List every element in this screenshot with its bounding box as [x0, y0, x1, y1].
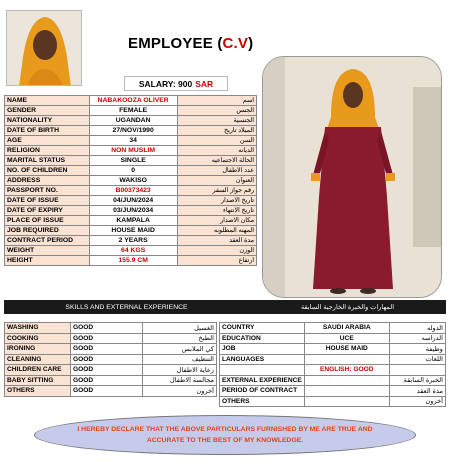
detail-label-arabic: الجنس [177, 106, 256, 116]
detail-label: MARITAL STATUS [5, 156, 90, 166]
experience-label [220, 365, 305, 376]
detail-label: HEIGHT [5, 256, 90, 266]
salary-box [124, 76, 228, 91]
experience-value: HOUSE MAID [304, 344, 389, 355]
experience-value [304, 354, 389, 365]
detail-label: JOB REQUIRED [5, 226, 90, 236]
personal-details-table [4, 95, 257, 266]
experience-label-arabic: الخبرة السابقة [389, 375, 445, 386]
skill-label: BABY SITTING [5, 375, 71, 386]
detail-label: DATE OF BIRTH [5, 126, 90, 136]
detail-label: CONTRACT PERIOD [5, 236, 90, 246]
table-row [220, 386, 446, 397]
detail-label-arabic: اسم [177, 96, 256, 106]
table-row [5, 246, 257, 256]
table-row [5, 196, 257, 206]
table-row [220, 344, 446, 355]
passport-photo-image [7, 11, 82, 86]
skill-label-arabic: التنظيف [143, 354, 217, 365]
table-row [5, 176, 257, 186]
page-title: EMPLOYEE (C.V) [128, 35, 254, 52]
detail-value: NON MUSLIM [89, 146, 177, 156]
full-length-photo-image [263, 57, 442, 298]
table-row [5, 216, 257, 226]
skill-label: WASHING [5, 323, 71, 334]
detail-label-arabic: عدد الاطفال [177, 166, 256, 176]
table-row [5, 126, 257, 136]
experience-label: PERIOD OF CONTRACT [220, 386, 305, 397]
table-row [5, 386, 217, 397]
detail-label-arabic: العنوان [177, 176, 256, 186]
detail-value: 0 [89, 166, 177, 176]
table-row [5, 365, 217, 376]
detail-value: 34 [89, 136, 177, 146]
detail-value: WAKISO [89, 176, 177, 186]
detail-label-arabic: الوزن [177, 246, 256, 256]
experience-label-arabic: وظيفة [389, 344, 445, 355]
detail-label: RELIGION [5, 146, 90, 156]
salary-label: SALARY: 900 [138, 78, 193, 89]
experience-label-arabic: مدة العقد [389, 386, 445, 397]
detail-label: NAME [5, 96, 90, 106]
detail-label-arabic: تاريخ الانتهاء [177, 206, 256, 216]
table-row [5, 375, 217, 386]
table-row [220, 375, 446, 386]
experience-label: COUNTRY [220, 323, 305, 334]
skill-level: GOOD [71, 344, 143, 355]
full-length-photo [262, 56, 442, 298]
detail-label-arabic: مدة العقد [177, 236, 256, 246]
experience-label-arabic: أخرون [389, 396, 445, 407]
detail-label-arabic: الميلاد تاريخ [177, 126, 256, 136]
detail-label-arabic: الجنسية [177, 116, 256, 126]
experience-value: UCE [304, 333, 389, 344]
detail-value: KAMPALA [89, 216, 177, 226]
detail-label: DATE OF EXPIRY [5, 206, 90, 216]
skill-level: GOOD [71, 354, 143, 365]
skill-label-arabic: رعاية الاطفال [143, 365, 217, 376]
skills-table [4, 322, 217, 397]
detail-value: SINGLE [89, 156, 177, 166]
declaration-oval [34, 415, 416, 455]
experience-label-arabic: اللغات [389, 354, 445, 365]
salary-currency: SAR [195, 78, 214, 89]
experience-value: ENGLISH: GOOD [304, 365, 389, 376]
table-row [5, 96, 257, 106]
skills-section-bar [4, 300, 446, 314]
experience-label: EDUCATION [220, 333, 305, 344]
detail-label: AGE [5, 136, 90, 146]
detail-label-arabic: تاريخ الاصدار [177, 196, 256, 206]
detail-value: 03/JUN/2034 [89, 206, 177, 216]
detail-label: DATE OF ISSUE [5, 196, 90, 206]
experience-label-arabic: الدراسه [389, 333, 445, 344]
table-row [5, 206, 257, 216]
table-row [5, 354, 217, 365]
skills-section-title: SKILLS AND EXTERNAL EXPERIENCE [65, 303, 188, 311]
experience-label-arabic: الدوله [389, 323, 445, 334]
experience-table [219, 322, 446, 407]
detail-label-arabic: الديانه [177, 146, 256, 156]
detail-label-arabic: السن [177, 136, 256, 146]
detail-value: 64 KGS [89, 246, 177, 256]
skill-level: GOOD [71, 323, 143, 334]
table-row [220, 354, 446, 365]
detail-label: GENDER [5, 106, 90, 116]
detail-label: PLACE OF ISSUE [5, 216, 90, 226]
skill-label-arabic: أخرون [143, 386, 217, 397]
detail-value: HOUSE MAID [89, 226, 177, 236]
detail-value: NABAKOOZA OLIVER [89, 96, 177, 106]
detail-value: 27/NOV/1990 [89, 126, 177, 136]
skill-level: GOOD [71, 365, 143, 376]
detail-label-arabic: مكان الاصدار [177, 216, 256, 226]
skill-level: GOOD [71, 333, 143, 344]
skill-label: CHILDREN CARE [5, 365, 71, 376]
table-row [5, 256, 257, 266]
table-row [5, 333, 217, 344]
table-row [5, 236, 257, 246]
table-row [5, 186, 257, 196]
skill-level: GOOD [71, 386, 143, 397]
table-row [5, 116, 257, 126]
skill-label: OTHERS [5, 386, 71, 397]
detail-label-arabic: ارتفاع [177, 256, 256, 266]
experience-label: OTHERS [220, 396, 305, 407]
experience-label: LANGUAGES [220, 354, 305, 365]
skill-label-arabic: الطبخ [143, 333, 217, 344]
passport-photo [6, 10, 82, 86]
detail-value: FEMALE [89, 106, 177, 116]
table-row [5, 136, 257, 146]
detail-value: B00373423 [89, 186, 177, 196]
detail-value: 04/JUN/2024 [89, 196, 177, 206]
detail-label: ADDRESS [5, 176, 90, 186]
detail-label-arabic: الحالة الاجتماعيه [177, 156, 256, 166]
experience-value: SAUDI ARABIA [304, 323, 389, 334]
table-row [5, 323, 217, 334]
detail-value: UGANDAN [89, 116, 177, 126]
table-row [5, 106, 257, 116]
detail-label: NO. OF CHILDREN [5, 166, 90, 176]
experience-label: JOB [220, 344, 305, 355]
declaration-text: I HEREBY DECLARE THAT THE ABOVE PARTICULARS FURNISHED BY ME ARE TRUE AND ACCURATE TO THE BEST OF MY KNOWLEDGE. [77, 426, 373, 444]
table-row [220, 333, 446, 344]
table-row [220, 365, 446, 376]
skills-section-title-arabic: المهارات والخبرة الخارجية السابقة [300, 304, 395, 311]
table-row [5, 156, 257, 166]
skill-label-arabic: الغسيل [143, 323, 217, 334]
experience-value [304, 386, 389, 397]
experience-value [304, 375, 389, 386]
detail-label: NATIONALITY [5, 116, 90, 126]
table-row [5, 166, 257, 176]
skill-level: GOOD [71, 375, 143, 386]
table-row [5, 146, 257, 156]
table-row [5, 344, 217, 355]
detail-label: PASSPORT NO. [5, 186, 90, 196]
skill-label: COOKING [5, 333, 71, 344]
experience-value [304, 396, 389, 407]
detail-value: 2 YEARS [89, 236, 177, 246]
detail-label: WEIGHT [5, 246, 90, 256]
table-row [5, 226, 257, 236]
skill-label-arabic: مجالسة الاطفال [143, 375, 217, 386]
table-row [220, 396, 446, 407]
detail-value: 155.9 CM [89, 256, 177, 266]
detail-label-arabic: رقم جواز السفر [177, 186, 256, 196]
experience-label-arabic [389, 365, 445, 376]
detail-label-arabic: المهنه المطلوبه [177, 226, 256, 236]
skill-label: IRONING [5, 344, 71, 355]
skill-label-arabic: كي الملابس [143, 344, 217, 355]
experience-label: EXTERNAL EXPERIENCE [220, 375, 305, 386]
table-row [220, 323, 446, 334]
skill-label: CLEANING [5, 354, 71, 365]
